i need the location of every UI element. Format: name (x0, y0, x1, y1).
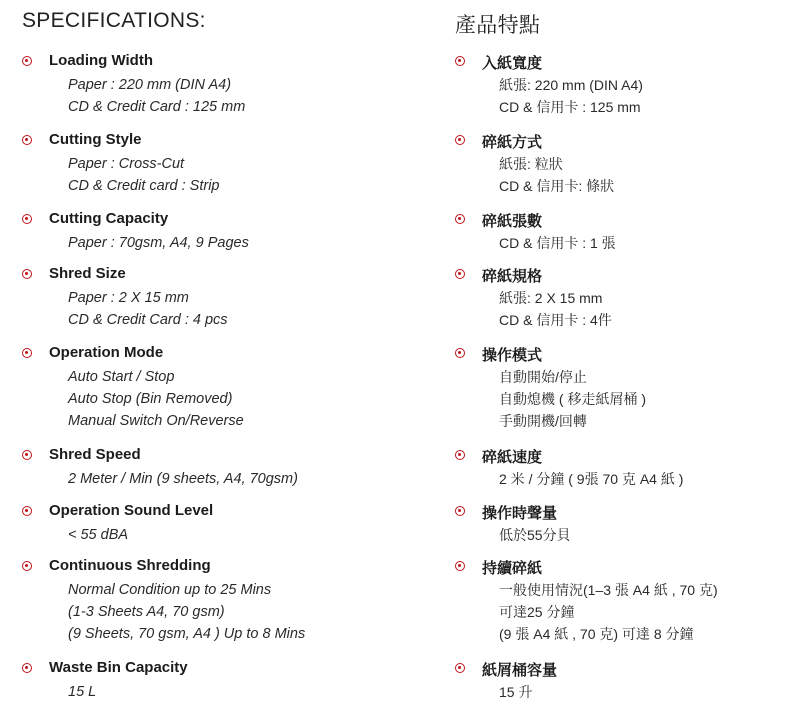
bullet-icon (22, 506, 32, 516)
spec-detail: (9 張 A4 紙 , 70 克) 可達 8 分鐘 (499, 626, 694, 642)
spec-detail: CD & Credit Card : 4 pcs (68, 312, 228, 328)
spec-title: Waste Bin Capacity (49, 659, 188, 676)
spec-title: Operation Sound Level (49, 502, 214, 519)
spec-title: Operation Mode (49, 344, 164, 361)
bullet-icon (455, 663, 465, 673)
spec-detail: CD & 信用卡: 條狀 (499, 178, 615, 194)
spec-detail: 15 L (68, 684, 97, 700)
bullet-icon (455, 269, 465, 279)
bullet-icon (22, 348, 32, 358)
spec-detail: Normal Condition up to 25 Mins (68, 582, 272, 598)
spec-detail: Paper : 220 mm (DIN A4) (68, 77, 232, 93)
spec-detail: CD & Credit card : Strip (68, 178, 220, 194)
spec-title: 操作時聲量 (482, 505, 558, 522)
bullet-icon (455, 450, 465, 460)
spec-title: 碎紙速度 (482, 449, 543, 466)
spec-title: 操作模式 (482, 347, 543, 364)
spec-title: Cutting Style (49, 131, 142, 148)
spec-title: Shred Size (49, 265, 126, 282)
spec-detail: CD & 信用卡 : 1 張 (499, 235, 616, 251)
spec-detail: 低於55分貝 (499, 527, 571, 543)
spec-detail: Paper : 70gsm, A4, 9 Pages (68, 235, 249, 251)
bullet-icon (455, 561, 465, 571)
spec-detail: (1-3 Sheets A4, 70 gsm) (68, 604, 225, 620)
bullet-icon (22, 269, 32, 279)
spec-title: 紙屑桶容量 (482, 662, 558, 679)
bullet-icon (455, 506, 465, 516)
spec-detail: 手動開機/回轉 (499, 413, 587, 429)
spec-title: Loading Width (49, 52, 154, 69)
spec-detail: 紙張: 粒狀 (499, 156, 563, 172)
spec-title: Cutting Capacity (49, 210, 169, 227)
spec-title: 入紙寬度 (482, 55, 543, 72)
spec-detail: Auto Stop (Bin Removed) (68, 391, 233, 407)
spec-detail: 自動開始/停止 (499, 369, 587, 385)
bullet-icon (455, 135, 465, 145)
spec-detail: 一般使用情況(1–3 張 A4 紙 , 70 克) (499, 582, 718, 598)
specifications-heading: SPECIFICATIONS: (22, 9, 206, 32)
spec-title: 碎紙張數 (482, 213, 543, 230)
bullet-icon (22, 214, 32, 224)
specifications-heading-chinese: 產品特點 (455, 14, 541, 37)
spec-title: Shred Speed (49, 446, 141, 463)
bullet-icon (455, 56, 465, 66)
spec-title: 持續碎紙 (482, 560, 543, 577)
spec-detail: CD & 信用卡 : 4件 (499, 312, 612, 328)
spec-detail: Manual Switch On/Reverse (68, 413, 244, 429)
spec-detail: (9 Sheets, 70 gsm, A4 ) Up to 8 Mins (68, 626, 306, 642)
bullet-icon (455, 214, 465, 224)
spec-title: Continuous Shredding (49, 557, 211, 574)
spec-detail: Auto Start / Stop (68, 369, 175, 385)
spec-detail: 自動熄機 ( 移走紙屑桶 ) (499, 391, 646, 407)
spec-detail: 15 升 (499, 684, 533, 700)
spec-detail: 2 米 / 分鐘 ( 9張 70 克 A4 紙 ) (499, 471, 684, 487)
spec-detail: < 55 dBA (68, 527, 129, 543)
spec-detail: 紙張: 220 mm (DIN A4) (499, 77, 643, 93)
spec-detail: 紙張: 2 X 15 mm (499, 290, 603, 306)
spec-detail: 2 Meter / Min (9 sheets, A4, 70gsm) (68, 471, 298, 487)
bullet-icon (22, 663, 32, 673)
bullet-icon (22, 450, 32, 460)
bullet-icon (22, 56, 32, 66)
spec-title: 碎紙規格 (482, 268, 543, 285)
spec-detail: Paper : 2 X 15 mm (68, 290, 189, 306)
bullet-icon (455, 348, 465, 358)
bullet-icon (22, 561, 32, 571)
spec-title: 碎紙方式 (482, 134, 543, 151)
spec-detail: CD & Credit Card : 125 mm (68, 99, 246, 115)
bullet-icon (22, 135, 32, 145)
spec-detail: CD & 信用卡 : 125 mm (499, 99, 641, 115)
spec-detail: Paper : Cross-Cut (68, 156, 185, 172)
spec-detail: 可達25 分鐘 (499, 604, 575, 620)
